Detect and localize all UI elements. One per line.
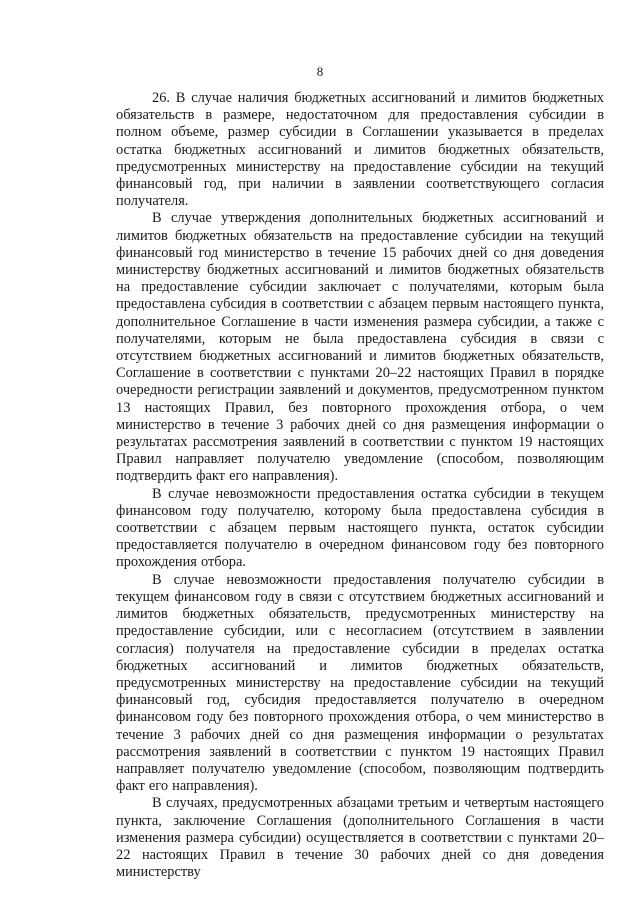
document-body <box>116 90 604 881</box>
paragraph-26: 26. В случае наличия бюджетных ассигнований и лимитов бюджетных обязательств в размере, недостаточном для предоставления субсидии в полном объеме, размер субсидии в Соглашении указывается в пределах остатка бюджетных ассигнований и лимитов бюджетных обязательств, предусмотренных министерству на предоставление субсидии на текущий финансовый год, при наличии в заявлении соответствующего согласия получателя. <box>116 90 604 210</box>
paragraph-subsidy-impossibility: В случае невозможности предоставления получателю субсидии в текущем финансовом году в связи с отсутствием бюджетных ассигнований и лимитов бюджетных обязательств, предусмотренных министерству на предоставление субсидии, или с несогласием (отсутствием в заявлении согласия) получателя на предоставление субсидии в пределах остатка бюджетных ассигнований и лимитов бюджетных обязательств, предусмотренных министерству на предоставление субсидии на текущий финансовый год, субсидия предоставляется получателю в очередном финансовом году без повторного прохождения отбора, о чем министерство в течение 3 рабочих дней со дня размещения информации о результатах рассмотрения заявлений в соответствии с пунктом 19 настоящих Правил направляет получателю уведомление (способом, позволяющим подтвердить факт его направления). <box>116 571 604 795</box>
paragraph-additional-allocations: В случае утверждения дополнительных бюджетных ассигнований и лимитов бюджетных обязательств на предоставление субсидии на текущий финансовый год министерство в течение 15 рабочих дней со дня доведения министерству бюджетных ассигнований и лимитов бюджетных обязательств на предоставление субсидии заключает с получателями, которым была предоставлена субсидия в соответствии с абзацем первым настоящего пункта, дополнительное Соглашение в части изменения размера субсидии, а также с получателями, которым не была предоставлена субсидия в связи с отсутствием бюджетных ассигнований и лимитов бюджетных обязательств, Соглашение в соответствии с пунктами 20–22 настоящих Правил в порядке очередности регистрации заявлений и документов, предусмотренном пунктом 13 настоящих Правил, без повторного прохождения отбора, о чем министерство в течение 3 рабочих дней со дня размещения информации о результатах рассмотрения заявлений в соответствии с пунктом 19 настоящих Правил направляет получателю уведомление (способом, позволяющим подтвердить факт его направления). <box>116 210 604 485</box>
paragraph-remaining-subsidy: В случае невозможности предоставления остатка субсидии в текущем финансовом году получателю, которому была предоставлена субсидия в соответствии с абзацем первым настоящего пункта, остаток субсидии предоставляется получателю в очередном финансовом году без повторного прохождения отбора. <box>116 485 604 571</box>
paragraph-agreement-conclusion: В случаях, предусмотренных абзацами третьим и четвертым настоящего пункта, заключение Соглашения (дополнительного Соглашения в части изменения размера субсидии) осуществляется в соответствии с пунктами 20–22 настоящих Правил в течение 30 рабочих дней со дня доведения министерству <box>116 795 604 881</box>
page-number: 8 <box>316 64 324 79</box>
